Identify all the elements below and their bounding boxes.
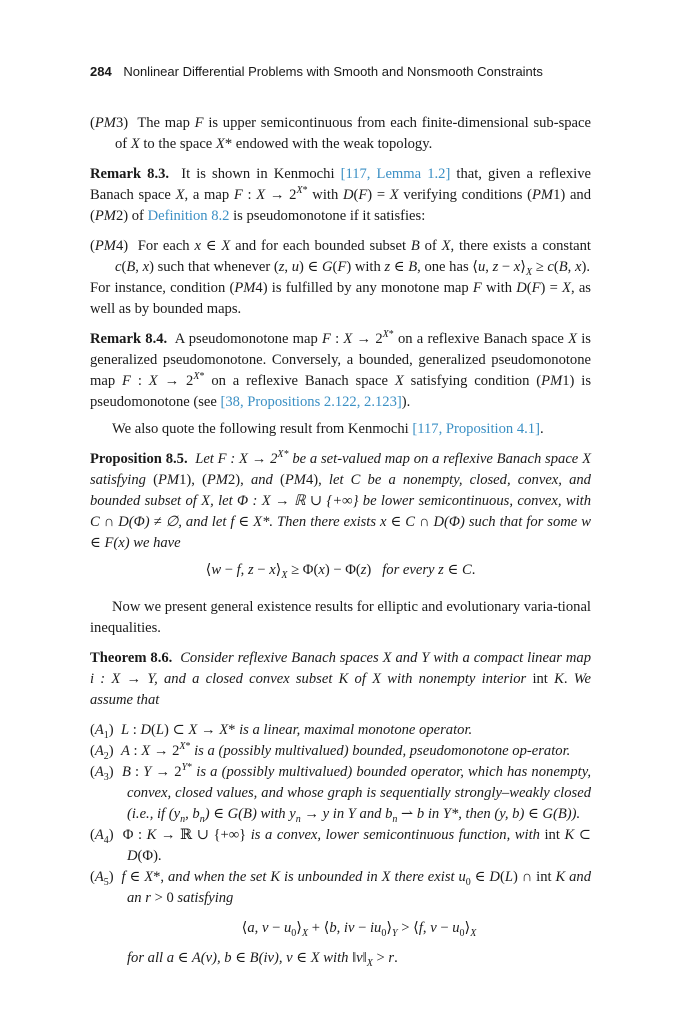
condition-pm4: (PM4) For each x ∈ X and for each bounded subset B of X, there exists a constant c(B, x) such that whenever (z, u) ∈ G(F) with z ∈ B, one has ⟨u, $z - x⟩_X \ge c(B$, x).: [90, 238, 591, 278]
page-body: [90, 113, 591, 969]
assumption-a1: $(A_1)$ L : D(L) ⊂ X → X* is a linear, maximal monotone operator.: [90, 722, 473, 741]
equation-proposition: ⟨w − f, $z - x⟩_X \ge \Phi(x) - \Phi(z)$ for every z ∈ C.: [205, 562, 476, 581]
citation-link[interactable]: [117, Lemma 1.2]: [340, 166, 451, 182]
paragraph-instance: For instance, condition (PM4) is fulfilled by any monotone map F with D(F) = X, as well as by bounded maps.: [90, 280, 591, 317]
citation-link[interactable]: [117, Proposition 4.1]: [412, 421, 540, 437]
running-title: Nonlinear Differential Problems with Smooth and Nonsmooth Constraints: [123, 64, 543, 79]
coercivity-condition: for all a ∈ A(v), b ∈ B(iv), v ∈ X with $‖v‖_X > r$.: [127, 950, 398, 969]
running-header: [90, 64, 590, 79]
citation-link[interactable]: [38, Propositions 2.122, 2.123]: [220, 394, 402, 410]
remark-8-3: Remark 8.3. It is shown in Kenmochi [117, Lemma 1.2] that, given a reflexive Banach space X, a map F : $X \to 2^{X*}$ with D(F) = X verifying conditions (PM1) and (PM2) of Definition 8.2 is pseudomonotone if it satisfies:: [90, 166, 592, 224]
proposition-8-5: Proposition 8.5. Let F : $X \to 2^{X*}$ be a set-valued map on a reflexive Banach space X satisfying (PM1), (PM2), and (PM4), let C be a nonempty, closed, convex, and bounded subset of X, let Φ : X → ℝ ∪ {+∞} be lower semicontinuous, convex, with C ∩ D(Φ) ≠ ∅, and let f ∈ X*. Then there exists x ∈ C ∩ D(Φ) such that for some w ∈ F(x) we have: [90, 449, 591, 551]
page-number: 284: [90, 64, 112, 79]
remark-8-4: Remark 8.4. A pseudomonotone map F : $X \to 2^{X*}$ on a reflexive Banach space X is generalized pseudomonotone. Conversely, a bounded, generalized pseudomonotone map F : $X \to 2^{X*}$ on a reflexive Banach space X satisfying condition (PM1) is pseudomonotone (see [38, Propositions 2.122, 2.123]).: [90, 329, 592, 410]
assumption-a5: $(A_5)$ f ∈ X*, and when the set K is unbounded in X there exist $u_0$ ∈ D(L) ∩ int K and an r > 0 satisfying: [90, 869, 592, 906]
assumption-a3: $(A_3)$ B : $Y \to 2^{Y*}$ is a (possibly multivalued) bounded operator, which has nonempty, convex, closed values, and whose graph is sequentially strongly–weakly closed (i.e., if ($y_n$, $b_n$) ∈ G(B) with $y_n \to y$ in Y and $b_n$ ⇀ b in Y*, then (y, b) ∈ G(B)).: [90, 762, 592, 825]
paragraph-now: Now we present general existence results for elliptic and evolutionary varia-tional inequalities.: [90, 599, 591, 636]
definition-link[interactable]: Definition 8.2: [147, 208, 230, 224]
assumption-a2: $(A_2)$ A : $X \to 2^{X*}$ is a (possibly multivalued) bounded, pseudomonotone op-erator.: [90, 741, 571, 762]
equation-coercivity: ⟨a, $v - u_0⟩_X$ + ⟨b, iv − $iu_0⟩_Y$ > ⟨f, $v - u_0⟩_X$: [241, 920, 477, 939]
condition-pm3: (PM3) The map F is upper semicontinuous from each finite-dimensional sub-space of X to the space X* endowed with the weak topology.: [90, 115, 591, 152]
theorem-8-6: Theorem 8.6. Consider reflexive Banach spaces X and Y with a compact linear map i : X → Y, and a closed convex subset K of X with nonempty interior int K. We assume that: [90, 650, 592, 708]
paragraph-quote: We also quote the following result from Kenmochi [117, Proposition 4.1].: [112, 421, 544, 437]
assumption-a4: $(A_4)$ Φ : K → ℝ ∪ {+∞} is a convex, lower semicontinuous function, with int K ⊂ D(Φ).: [90, 827, 591, 864]
